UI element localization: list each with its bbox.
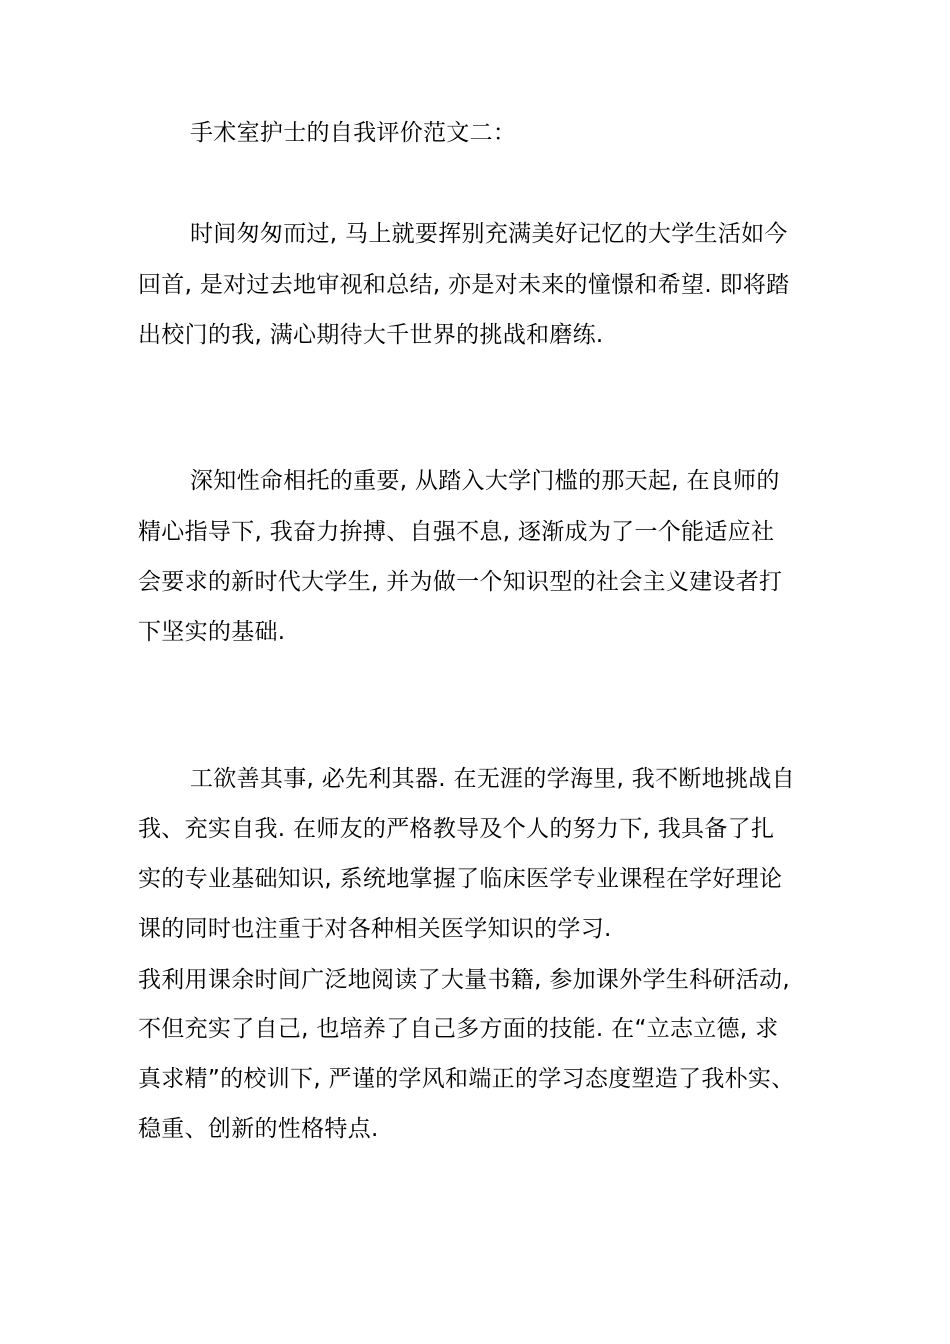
paragraph-line: 稳重、创新的性格特点. [138, 1116, 379, 1142]
paragraph-line: 会要求的新时代大学生, 并为做一个知识型的社会主义建设者打 [138, 569, 783, 595]
paragraph-line: 不但充实了自己, 也培养了自己多方面的技能. 在“立志立德, 求 [138, 1016, 779, 1042]
paragraph-line: 我利用课余时间广泛地阅读了大量书籍, 参加课外学生科研活动, [138, 967, 790, 993]
paragraph-line: 工欲善其事, 必先利其器. 在无涯的学海里, 我不断地挑战自 [190, 766, 795, 792]
paragraph-line: 下坚实的基础. [138, 619, 286, 645]
paragraph-line: 精心指导下, 我奋力拚搏、自强不息, 逐渐成为了一个能适应社 [138, 519, 775, 545]
paragraph-line: 实的专业基础知识, 系统地掌握了临床医学专业课程在学好理论 [138, 866, 783, 892]
paragraph-line: 真求精”的校训下, 严谨的学风和端正的学习态度塑造了我朴实、 [138, 1066, 795, 1092]
paragraph-line: 时间匆匆而过, 马上就要挥别充满美好记忆的大学生活如今 [190, 221, 788, 247]
document-title: 手术室护士的自我评价范文二： [190, 120, 517, 146]
paragraph-line: 回首, 是对过去地审视和总结, 亦是对未来的憧憬和希望. 即将踏 [138, 272, 790, 298]
paragraph-line: 深知性命相托的重要, 从踏入大学门槛的那天起, 在良师的 [190, 468, 780, 494]
paragraph-line: 出校门的我, 满心期待大千世界的挑战和磨练. [138, 322, 604, 348]
paragraph-line: 我、充实自我. 在师友的严格教导及个人的努力下, 我具备了扎 [138, 816, 775, 842]
paragraph-line: 课的同时也注重于对各种相关医学知识的学习. [138, 916, 612, 942]
